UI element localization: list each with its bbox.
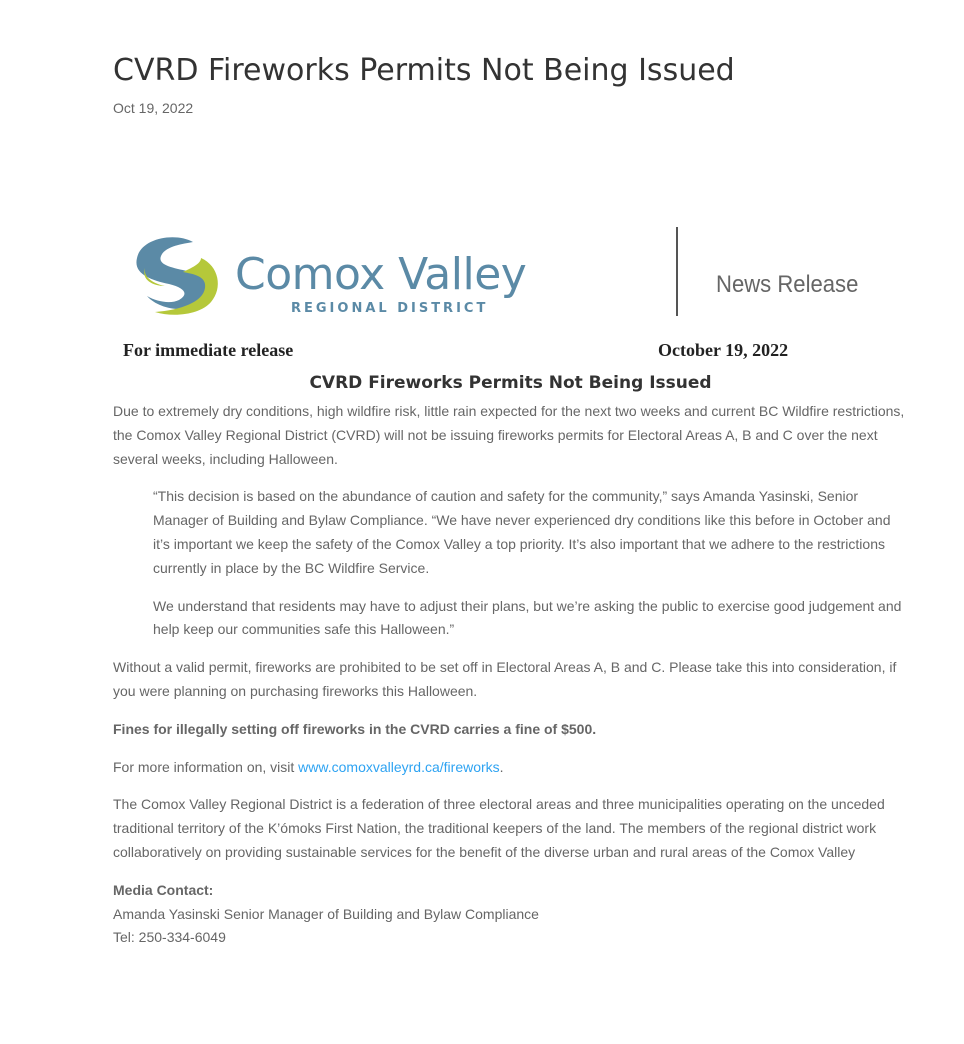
more-info-text: For more information on, visit xyxy=(113,758,299,775)
contact-name: Amanda Yasinski Senior Manager of Building and Bylaw Compliance xyxy=(113,905,539,922)
about-paragraph: The Comox Valley Regional District is a federation of three electoral areas and three municipalities operating on the unceded traditional territory of the K’ómoks First Nation, the traditional keepers of the land. The members of the regional district work collaboratively on providing sustainable services for the benefit of the diverse urban and rural areas of the Comox Valley xyxy=(113,796,885,860)
permit-paragraph: Without a valid permit, fireworks are prohibited to be set off in Electoral Areas A, B and C. Please take this into consideration, if you were planning on purchasing fireworks this Halloween. xyxy=(113,659,897,699)
contact-phone: Tel: 250-334-6049 xyxy=(113,929,226,946)
news-release-banner xyxy=(113,220,903,365)
media-contact-label: Media Contact: xyxy=(113,881,214,898)
media-contact xyxy=(113,879,908,950)
cvrd-logo-icon xyxy=(131,228,227,320)
news-release-label: News Release xyxy=(716,271,859,298)
quote-paragraph-1: “This decision is based on the abundance of caution and safety for the community,” says Amanda Yasinski, Senior Manager of Building and Bylaw Compliance. “We have never experienced dry conditions like this before in October and it’s important we keep the safety of the Comox Valley a top priority. It’s also important that we adhere to the restrictions currently in place by the BC Wildfire Service. xyxy=(153,488,891,576)
article-heading: CVRD Fireworks Permits Not Being Issued xyxy=(309,373,712,393)
quote-block xyxy=(153,485,908,642)
fines-paragraph: Fines for illegally setting off fireworks in the CVRD carries a fine of $500. xyxy=(113,720,597,737)
page-title: CVRD Fireworks Permits Not Being Issued xyxy=(113,53,735,88)
org-name: Comox Valley xyxy=(235,249,527,300)
more-info-paragraph xyxy=(113,756,908,780)
banner-divider xyxy=(676,227,678,316)
intro-paragraph: Due to extremely dry conditions, high wildfire risk, little rain expected for the next two weeks and current BC Wildfire restrictions, the Comox Valley Regional District (CVRD) will not be issuing fireworks permits for Electoral Areas A, B and C over the next several weeks, including Halloween. xyxy=(113,403,905,467)
quote-paragraph-2: We understand that residents may have to adjust their plans, but we’re asking the public to exercise good judgement and help keep our communities safe this Halloween.” xyxy=(153,597,902,638)
release-date: October 19, 2022 xyxy=(658,340,789,360)
more-info-suffix: . xyxy=(499,758,504,775)
immediate-release-label: For immediate release xyxy=(123,340,294,360)
fireworks-info-link[interactable]: www.comoxvalleyrd.ca/fireworks xyxy=(298,758,500,775)
article-body xyxy=(113,370,908,964)
org-subtitle: REGIONAL DISTRICT xyxy=(291,301,489,316)
post-date: Oct 19, 2022 xyxy=(113,100,194,116)
